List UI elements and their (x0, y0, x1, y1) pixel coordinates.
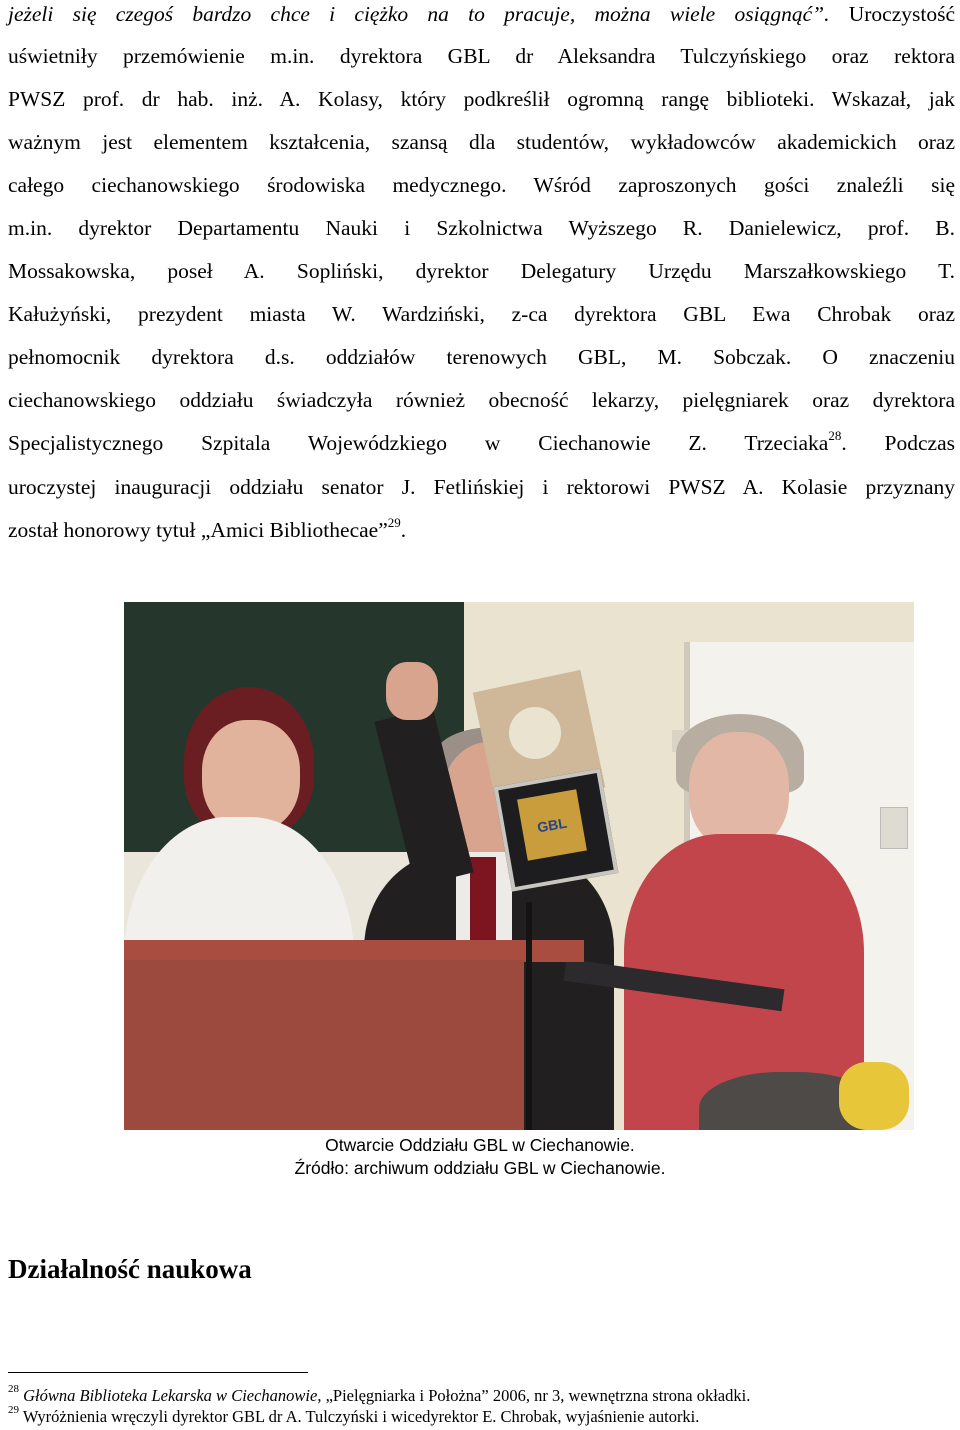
footnote-ref-29[interactable]: 29 (387, 514, 401, 530)
paragraph-line-12: uroczystej inauguracji oddziału senator J. Fetlińskiej i rektorowi PWSZ A. Kolasie przyznany (8, 475, 955, 499)
flowers (839, 1062, 909, 1130)
paragraph-line-10: ciechanowskiego oddziału świadczyła również obecność lekarzy, pielęgniarek oraz dyrektora (8, 388, 955, 412)
paragraph-line-1: jeżeli się czegoś bardzo chce i ciężko na to pracuje, można wiele osiągnąć”. Uroczystość (8, 2, 955, 26)
person-left-face (202, 720, 300, 832)
raised-hand (386, 662, 438, 720)
light-switch (880, 807, 908, 849)
person-right-face (689, 732, 789, 850)
medal-box-hole (509, 707, 561, 759)
paragraph-line-3: PWSZ prof. dr hab. inż. A. Kolasy, który podkreślił ogromną rangę biblioteki. Wskazał, jak (8, 87, 955, 111)
paragraph-line-9: pełnomocnik dyrektora d.s. oddziałów terenowych GBL, M. Sobczak. O znaczeniu (8, 345, 955, 369)
footnote-29: $^{29}$ Wyróżnienia wręczyli dyrektor GBL dr A. Tulczyński i wicedyrektor E. Chrobak, wyjaśnienie autorki. (8, 1403, 700, 1426)
paragraph-line-4: ważnym jest elementem kształcenia, szansą dla studentów, wykładowców akademickich oraz (8, 130, 955, 154)
paragraph-line-8: Kałużyński, prezydent miasta W. Wardziński, z-ca dyrektora GBL Ewa Chrobak oraz (8, 302, 955, 326)
paragraph-line-13: został honorowy tytuł „Amici Bibliothecae”$^{29}$. (8, 514, 407, 542)
paragraph-line-7: Mossakowska, poseł A. Sopliński, dyrektor Delegatury Urzędu Marszałkowskiego T. (8, 259, 955, 283)
paragraph-line-6: m.in. dyrektor Departamentu Nauki i Szkolnictwa Wyższego R. Danielewicz, prof. B. (8, 216, 955, 240)
figure-caption: Otwarcie Oddziału GBL w Ciechanowie. (325, 1135, 635, 1155)
lectern (124, 960, 524, 1130)
figure-source: Źródło: archiwum oddziału GBL w Ciechanowie. (294, 1158, 666, 1178)
footnote-ref-28[interactable]: 28 (828, 427, 842, 443)
footnote-separator (8, 1372, 308, 1373)
lectern-top (124, 940, 584, 962)
ceremony-photo (124, 602, 914, 1130)
paragraph-line-2: uświetniły przemówienie m.in. dyrektora GBL dr Aleksandra Tulczyńskiego oraz rektora (8, 44, 955, 68)
footnote-number: 28 (8, 1382, 19, 1395)
medal-plaque: GBL (517, 789, 587, 860)
footnote-number: 29 (8, 1403, 19, 1416)
paragraph-line-5: całego ciechanowskiego środowiska medycznego. Wśród zaproszonych gości znaleźli się (8, 173, 955, 197)
paragraph-line-11: Specjalistycznego Szpitala Wojewódzkiego w Ciechanowie Z. Trzeciaka$^{28}$. Podczas (8, 427, 956, 455)
footnote-28: $^{28}$ Główna Biblioteka Lekarska w Ciechanowie, „Pielęgniarka i Położna” 2006, nr 3, wewnętrzna strona okładki. (8, 1382, 751, 1405)
microphone-stand (526, 902, 532, 1130)
footnote-title: Główna Biblioteka Lekarska w Ciechanowie (23, 1386, 318, 1405)
quote-italic: jeżeli się czegoś bardzo chce i ciężko na to pracuje, można wiele osiągnąć”. (8, 2, 830, 26)
section-heading: Działalność naukowa (8, 1254, 252, 1284)
